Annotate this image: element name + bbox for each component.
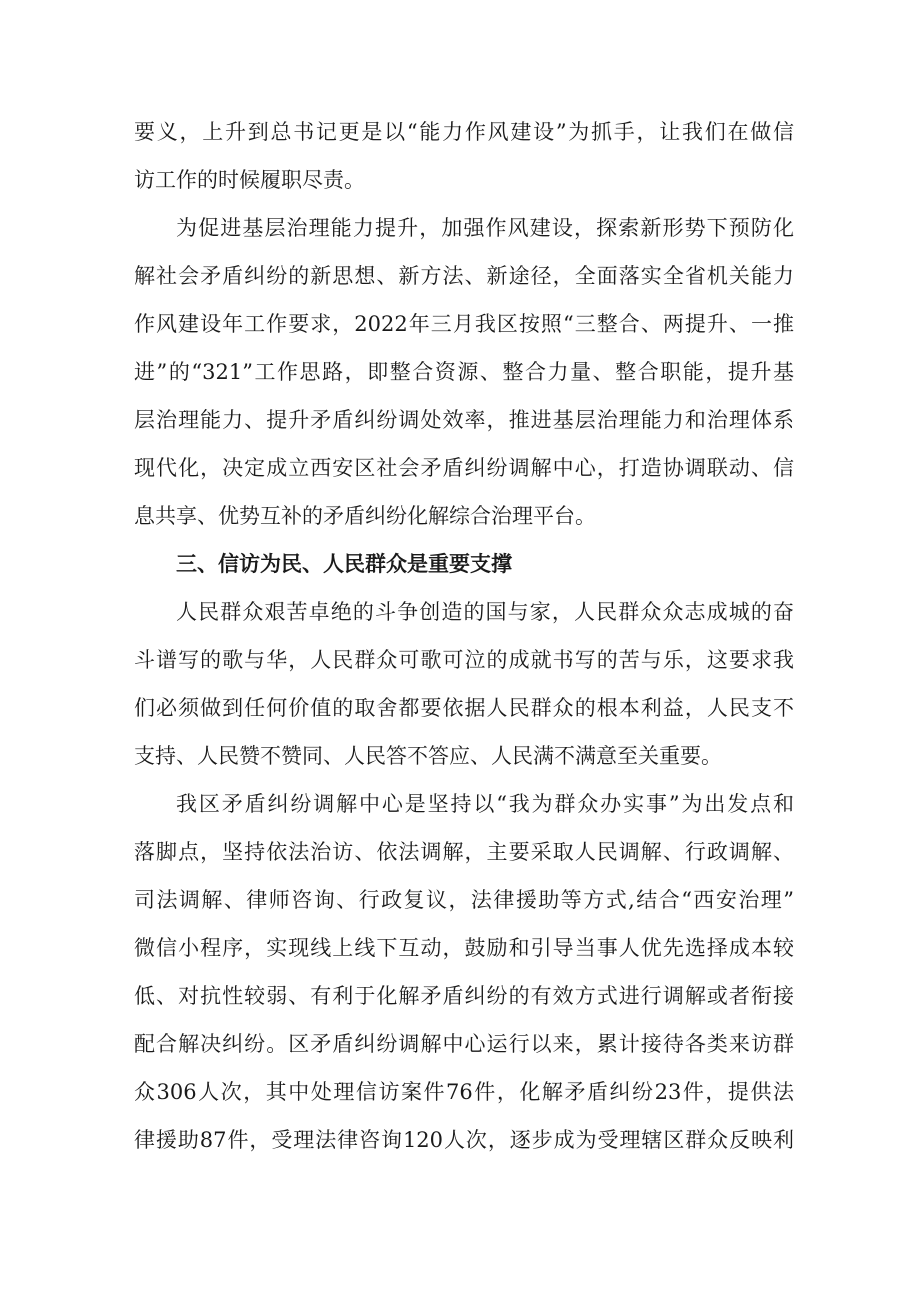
text-line-12: 斗谱写的歌与华，人民群众可歌可泣的成就书写的苦与乐，这要求我	[134, 648, 794, 672]
text-line-4: 解社会矛盾纠纷的新思想、新方法、新途径，全面落实全省机关能力	[134, 264, 794, 288]
text-line-5: 作风建设年工作要求，2022年三月我区按照“三整合、两提升、一推	[134, 312, 794, 336]
text-line-21: 众306人次，其中处理信访案件76件，化解矛盾纠纷23件，提供法	[134, 1080, 794, 1104]
text-line-1: 要义，上升到总书记更是以“能力作风建设”为抓手，让我们在做信	[134, 120, 794, 144]
text-line-11: 人民群众艰苦卓绝的斗争创造的国与家，人民群众众志成城的奋	[176, 600, 794, 624]
text-line-18: 微信小程序，实现线上线下互动，鼓励和引导当事人优先选择成本较	[134, 936, 794, 960]
text-line-2: 访工作的时候履职尽责。	[134, 168, 365, 192]
text-line-15: 我区矛盾纠纷调解中心是坚持以“我为群众办实事”为出发点和	[176, 792, 794, 816]
text-line-13: 们必须做到任何价值的取舍都要依据人民群众的根本利益，人民支不	[134, 696, 794, 720]
text-line-20: 配合解决纠纷。区矛盾纠纷调解中心运行以来，累计接待各类来访群	[134, 1032, 794, 1056]
text-line-19: 低、对抗性较弱、有利于化解矛盾纠纷的有效方式进行调解或者衔接	[134, 984, 794, 1008]
text-line-6: 进”的“321”工作思路，即整合资源、整合力量、整合职能，提升基	[134, 360, 794, 384]
text-line-7: 层治理能力、提升矛盾纠纷调处效率，推进基层治理能力和治理体系	[134, 408, 794, 432]
text-line-9: 息共享、优势互补的矛盾纠纷化解综合治理平台。	[134, 504, 596, 528]
text-line-17: 司法调解、律师咨询、行政复议，法律援助等方式,结合“西安治理”	[134, 888, 794, 912]
text-line-3: 为促进基层治理能力提升，加强作风建设，探索新形势下预防化	[176, 216, 794, 240]
section-heading: 三、信访为民、人民群众是重要支撑	[176, 552, 512, 576]
text-line-16: 落脚点，坚持依法治访、依法调解，主要采取人民调解、行政调解、	[134, 840, 794, 864]
text-line-22: 律援助87件，受理法律咨询120人次，逐步成为受理辖区群众反映利	[134, 1128, 794, 1152]
text-line-8: 现代化，决定成立西安区社会矛盾纠纷调解中心，打造协调联动、信	[134, 456, 794, 480]
text-line-14: 支持、人民赞不赞同、人民答不答应、人民满不满意至关重要。	[134, 744, 722, 768]
